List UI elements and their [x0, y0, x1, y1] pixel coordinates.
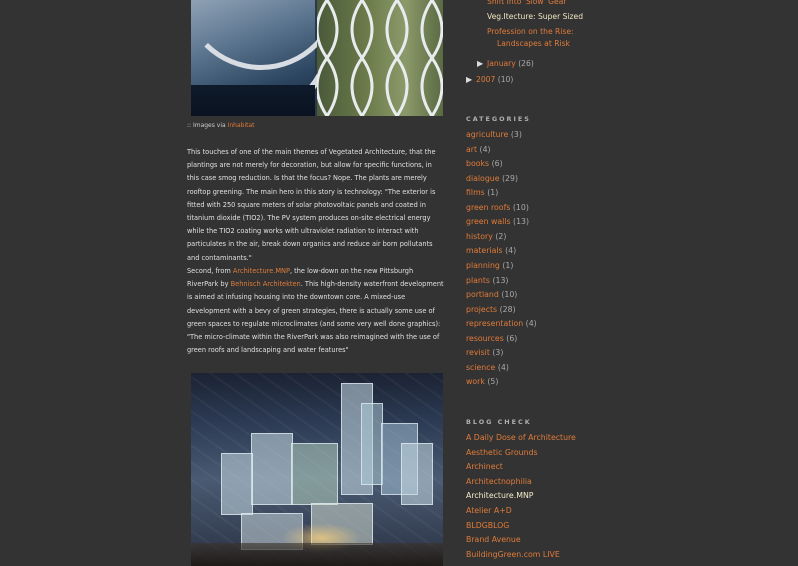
category-link[interactable]: resources — [466, 333, 504, 343]
category-item[interactable] — [466, 174, 518, 183]
category-count: (4) — [505, 246, 517, 256]
category-count: (10) — [512, 202, 529, 212]
category-item[interactable] — [466, 203, 529, 212]
image-left-panel — [191, 0, 315, 116]
blogroll-link[interactable]: BLDGBLOG — [466, 520, 510, 530]
category-item[interactable] — [466, 348, 503, 357]
category-link[interactable]: dialogue — [466, 173, 500, 183]
category-item[interactable] — [466, 377, 498, 386]
category-link[interactable]: plants — [466, 275, 490, 285]
category-count: (3) — [492, 348, 504, 358]
blogroll-link[interactable]: Brand Avenue — [466, 535, 521, 545]
category-item[interactable] — [466, 334, 517, 343]
categories-heading: CATEGORIES — [466, 115, 531, 123]
category-link[interactable]: books — [466, 159, 490, 169]
para2-text-b: , the low-down on the new Pittsburgh RiverPark by — [187, 267, 414, 289]
category-item[interactable] — [466, 319, 537, 328]
category-count: (13) — [492, 275, 509, 285]
category-count: (1) — [487, 188, 499, 198]
blogroll-link[interactable]: A Daily Dose of Architecture — [466, 433, 576, 442]
caption-link-inhabitat[interactable]: Inhabitat — [227, 122, 255, 129]
blogroll-link[interactable]: Architecture.MNP — [466, 491, 534, 501]
blogroll-link[interactable]: Archinect — [466, 462, 503, 472]
category-link[interactable]: planning — [466, 260, 500, 270]
expand-arrow-icon[interactable]: ▶ — [477, 59, 484, 68]
category-link[interactable]: materials — [466, 246, 503, 256]
archive-post-link[interactable]: Shift Into 'Slow' Gear — [487, 0, 567, 6]
category-item[interactable] — [466, 159, 503, 168]
category-link[interactable]: portland — [466, 290, 499, 300]
category-count: (4) — [497, 362, 509, 372]
category-count: (28) — [499, 304, 516, 314]
caption-prefix: :: Images via — [187, 122, 228, 129]
post-image-bottom — [191, 373, 443, 566]
category-item[interactable] — [466, 145, 491, 154]
blogroll-link[interactable]: Architectnophilia — [466, 476, 532, 486]
category-count: (6) — [491, 159, 503, 169]
category-count: (10) — [501, 290, 518, 300]
link-architecture-mnp[interactable]: Architecture.MNP — [232, 267, 290, 275]
category-link[interactable]: revisit — [466, 348, 490, 358]
post-image-top — [191, 0, 443, 116]
archive-year-count: (10) — [497, 75, 514, 84]
post-paragraph-1: This touches of one of the main themes of Vegetated Architecture, that the plantings are not merely for decoration, but allow for specific functions, in this case smog reduction. Is that the focus? Nope. The plants are merely rooftop greening. The main hero in this story is technology: "The exterior is fitted with 250 square meters of solar photovoltaic panels and coated in titanium dioxide (TIO2). The PV system produces on-site electrical energy while the TIO2 coating works with ultraviolet radiation to interact with particulates in the air, break down organics and reduce air born pollutants and contaminants." — [187, 148, 436, 262]
category-count: (29) — [502, 173, 519, 183]
category-link[interactable]: representation — [466, 319, 524, 329]
category-count: (5) — [487, 377, 499, 387]
category-item[interactable] — [466, 232, 506, 241]
archive-post-current[interactable]: Veg.Itecture: Super Sized — [487, 12, 584, 21]
category-link[interactable]: projects — [466, 304, 498, 314]
category-link[interactable]: science — [466, 362, 496, 372]
category-item[interactable] — [466, 276, 508, 285]
category-item[interactable] — [466, 246, 516, 255]
blogroll-link[interactable]: Atelier A+D — [466, 506, 512, 515]
archive-year-label[interactable]: 2007 — [476, 75, 496, 84]
category-item[interactable] — [466, 305, 516, 314]
category-count: (2) — [495, 231, 507, 241]
category-item[interactable] — [466, 217, 529, 226]
link-behnisch[interactable]: Behnisch Architekten — [230, 280, 301, 289]
category-item[interactable] — [466, 188, 498, 197]
post-paragraph-2 — [187, 265, 445, 357]
archive-year-2007[interactable] — [476, 75, 513, 84]
category-link[interactable]: films — [466, 188, 485, 198]
category-count: (3) — [510, 130, 522, 139]
archive-month-label[interactable]: January — [487, 59, 516, 68]
category-link[interactable]: history — [466, 231, 493, 241]
category-link[interactable]: work — [466, 377, 485, 387]
expand-arrow-icon[interactable]: ▶ — [466, 75, 473, 84]
blogroll-link[interactable]: BuildingGreen.com LIVE — [466, 549, 560, 559]
para2-text-a: Second, from — [187, 267, 233, 275]
category-link[interactable]: green roofs — [466, 202, 511, 212]
category-count: (4) — [525, 319, 537, 329]
archive-month-january[interactable] — [487, 59, 534, 68]
category-count: (1) — [502, 260, 514, 270]
category-link[interactable]: art — [466, 144, 478, 154]
category-count: (13) — [513, 217, 530, 227]
category-link[interactable]: agriculture — [466, 130, 509, 139]
category-item[interactable] — [466, 290, 517, 299]
archive-post-link-cont[interactable]: Landscapes at Risk — [497, 39, 570, 48]
category-link[interactable]: green walls — [466, 217, 511, 227]
category-count: (6) — [506, 333, 518, 343]
category-item[interactable] — [466, 261, 513, 270]
category-item[interactable] — [466, 130, 522, 139]
image-right-panel — [317, 0, 443, 116]
blogcheck-heading: BLOG CHECK — [466, 418, 532, 426]
blogroll-link[interactable]: Aesthetic Grounds — [466, 447, 538, 457]
category-count: (4) — [479, 144, 491, 154]
archive-post-link[interactable]: Profession on the Rise: — [487, 27, 574, 36]
image-caption — [187, 122, 255, 129]
para2-text-c: . This high-density waterfront development is aimed at infusing housing into the downtown core. A mixed-use development with a bevy of green strategies, there is actually some use of green spaces to regulate microclimates (and some very well done graphics): "The micro-climate within the RiverPark was also reimagined with the use of green roofs and landscaping and water features" — [187, 280, 444, 355]
category-item[interactable] — [466, 363, 509, 372]
archive-month-count: (26) — [518, 59, 534, 68]
